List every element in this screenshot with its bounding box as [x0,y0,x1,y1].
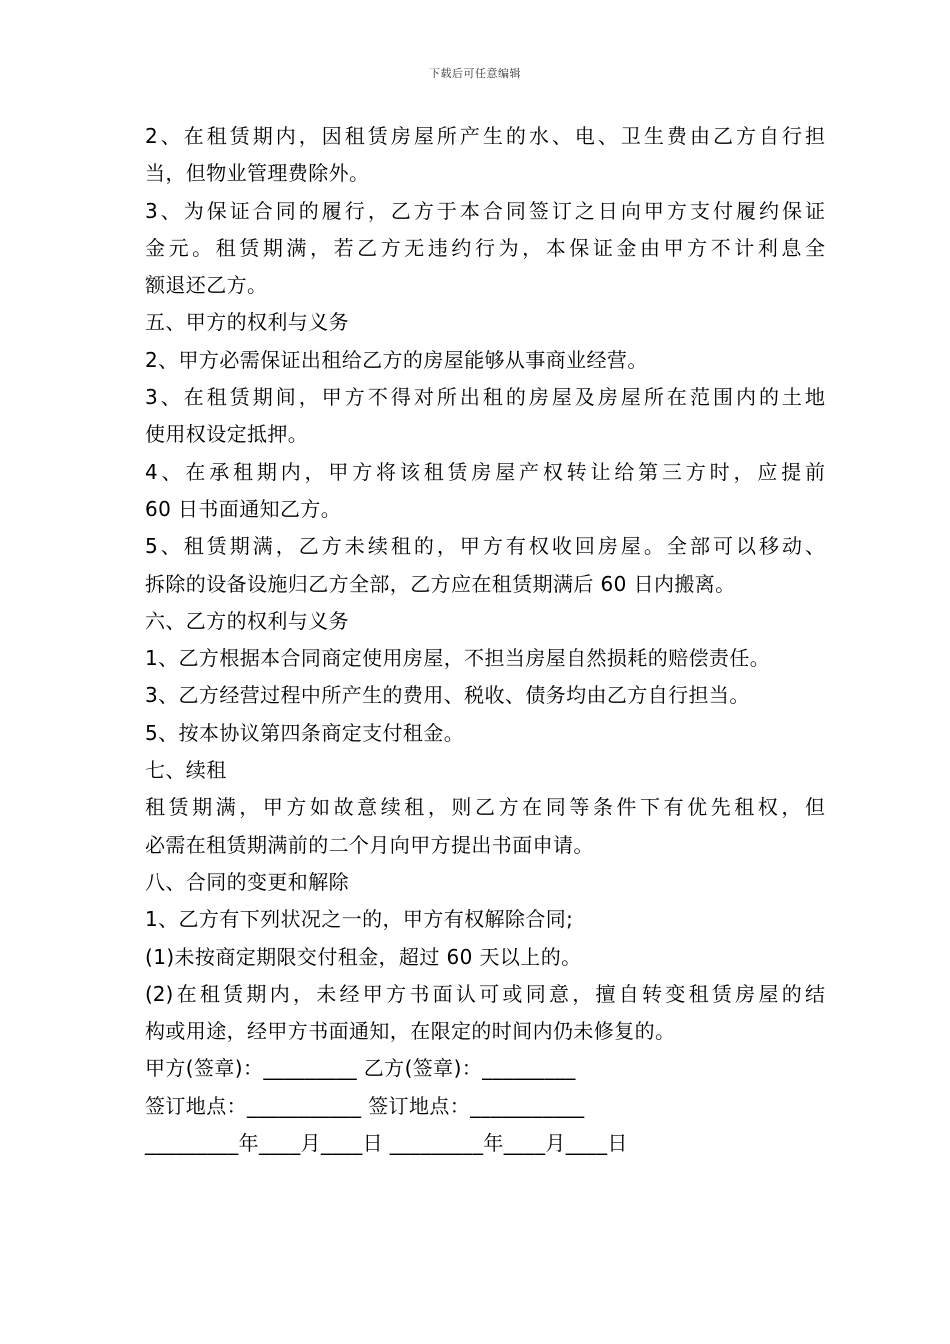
text-line: 2、甲方必需保证出租给乙方的房屋能够从事商业经营。 [145,347,648,372]
text-line: 当，但物业管理费除外。 [145,161,370,186]
text-line: 租赁期满，甲方如故意续租，则乙方在同等条件下有优先租权，但 [145,795,825,820]
text-line: 1、乙方有下列状况之一的，甲方有权解除合同; [145,907,574,932]
contract-body [145,118,825,1162]
text-line: 3、乙方经营过程中所产生的费用、税收、债务均由乙方自行担当。 [145,683,750,708]
text-line: 5、租赁期满，乙方未续租的，甲方有权收回房屋。全部可以移动、 [145,534,825,559]
signing-place-line: 签订地点：___________ 签订地点：___________ [145,1093,585,1118]
date-line: _________年____月____日 _________年____月____日 [145,1131,628,1156]
text-line: 构或用途，经甲方书面通知，在限定的时间内仍未修复的。 [145,1019,676,1044]
section-heading: 八、合同的变更和解除 [145,869,349,894]
text-line: 金元。租赁期满，若乙方无违约行为，本保证金由甲方不计利息全 [145,235,825,260]
text-line: 1、乙方根据本合同商定使用房屋，不担当房屋自然损耗的赔偿责任。 [145,646,771,671]
text-line: 3、为保证合同的履行，乙方于本合同签订之日向甲方支付履约保证 [145,198,825,223]
text-line: 60 日书面通知乙方。 [145,496,342,521]
text-line: 5、按本协议第四条商定支付租金。 [145,720,465,745]
text-line: (1)未按商定期限交付租金，超过 60 天以上的。 [145,944,582,969]
section-heading: 五、甲方的权利与义务 [145,310,349,335]
text-line: 使用权设定抵押。 [145,422,309,447]
text-line: 3、在租赁期间，甲方不得对所出租的房屋及房屋所在范围内的土地 [145,385,825,410]
text-line: 必需在租赁期满前的二个月向甲方提出书面申请。 [145,832,594,857]
text-line: 4、在承租期内，甲方将该租赁房屋产权转让给第三方时，应提前 [145,459,825,484]
text-line: 2、在租赁期内，因租赁房屋所产生的水、电、卫生费由乙方自行担 [145,124,825,148]
header-note: 下载后可任意编辑 [429,67,521,80]
signature-line: 甲方(签章)：_________ 乙方(签章)：_________ [145,1056,576,1081]
text-line: 额退还乙方。 [145,273,268,298]
text-line: (2)在租赁期内，未经甲方书面认可或同意，擅自转变租赁房屋的结 [145,981,825,1006]
section-heading: 七、续租 [145,758,227,783]
section-heading: 六、乙方的权利与义务 [145,608,349,633]
text-line: 拆除的设备设施归乙方全部，乙方应在租赁期满后 60 日内搬离。 [145,571,736,596]
